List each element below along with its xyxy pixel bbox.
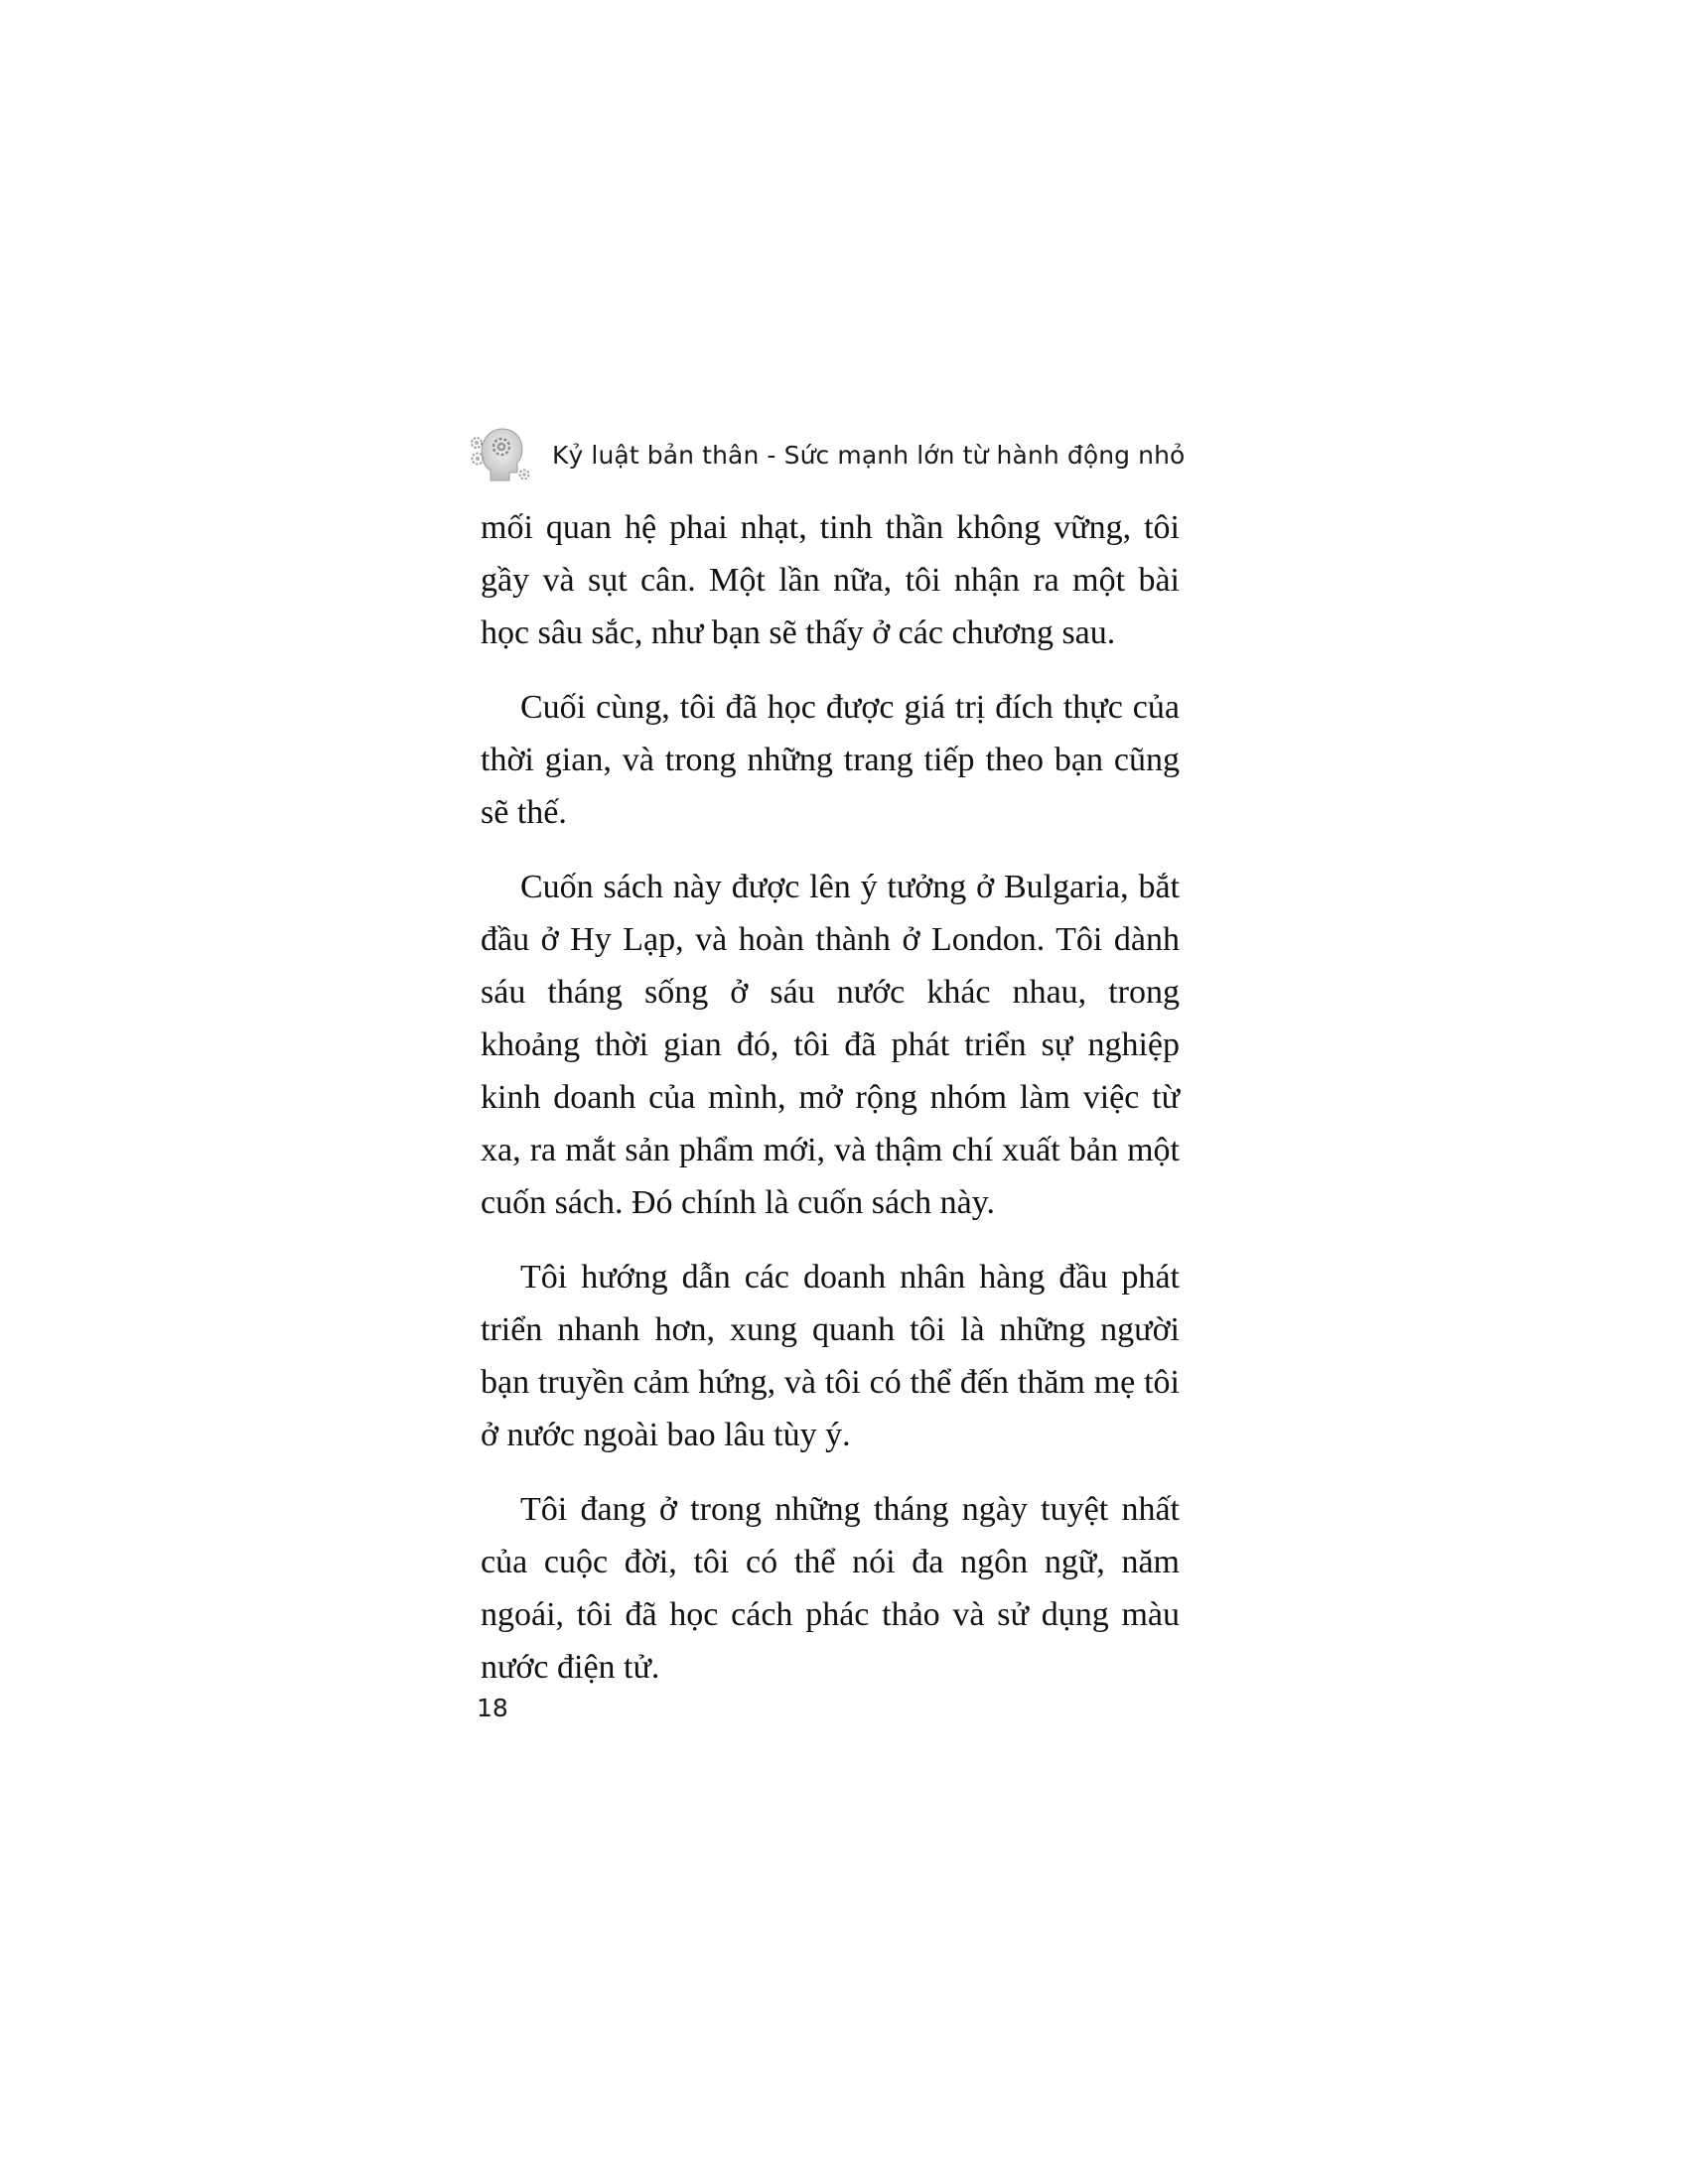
paragraph-3: Cuốn sách này được lên ý tưởng ở Bulgaria, bắt đầu ở Hy Lạp, và hoàn thành ở London. Tôi dành sáu tháng sống ở sáu nước khác nhau, trong khoảng thời gian đó, tôi đã phát triển sự nghiệp kinh doanh của mình, mở rộng nhóm làm việc từ xa, ra mắt sản phẩm mới, và thậm chí xuất bản một cuốn sách. Đó chính là cuốn sách này. bbox=[481, 869, 1180, 1221]
paragraph-4: Tôi hướng dẫn các doanh nhân hàng đầu phát triển nhanh hơn, xung quanh tôi là những người bạn truyền cảm hứng, và tôi có thể đến thăm mẹ tôi ở nước ngoài bao lâu tùy ý. bbox=[481, 1259, 1180, 1453]
running-header-title: Kỷ luật bản thân - Sức mạnh lớn từ hành động nhỏ bbox=[552, 440, 1186, 470]
body-text bbox=[481, 501, 1180, 1715]
paragraph-5: Tôi đang ở trong những tháng ngày tuyệt nhất của cuộc đời, tôi có thể nói đa ngôn ngữ, năm ngoái, tôi đã học cách phác thảo và sử dụng màu nước điện tử. bbox=[481, 1491, 1180, 1686]
page-number: 18 bbox=[477, 1694, 508, 1722]
paragraph-2: Cuối cùng, tôi đã học được giá trị đích thực của thời gian, và trong những trang tiếp theo bạn cũng sẽ thế. bbox=[481, 689, 1180, 831]
head-with-gears-icon bbox=[469, 423, 532, 486]
running-header bbox=[469, 421, 1223, 488]
paragraph-1: mối quan hệ phai nhạt, tinh thần không vững, tôi gầy và sụt cân. Một lần nữa, tôi nhận ra một bài học sâu sắc, như bạn sẽ thấy ở các chương sau. bbox=[481, 509, 1180, 651]
